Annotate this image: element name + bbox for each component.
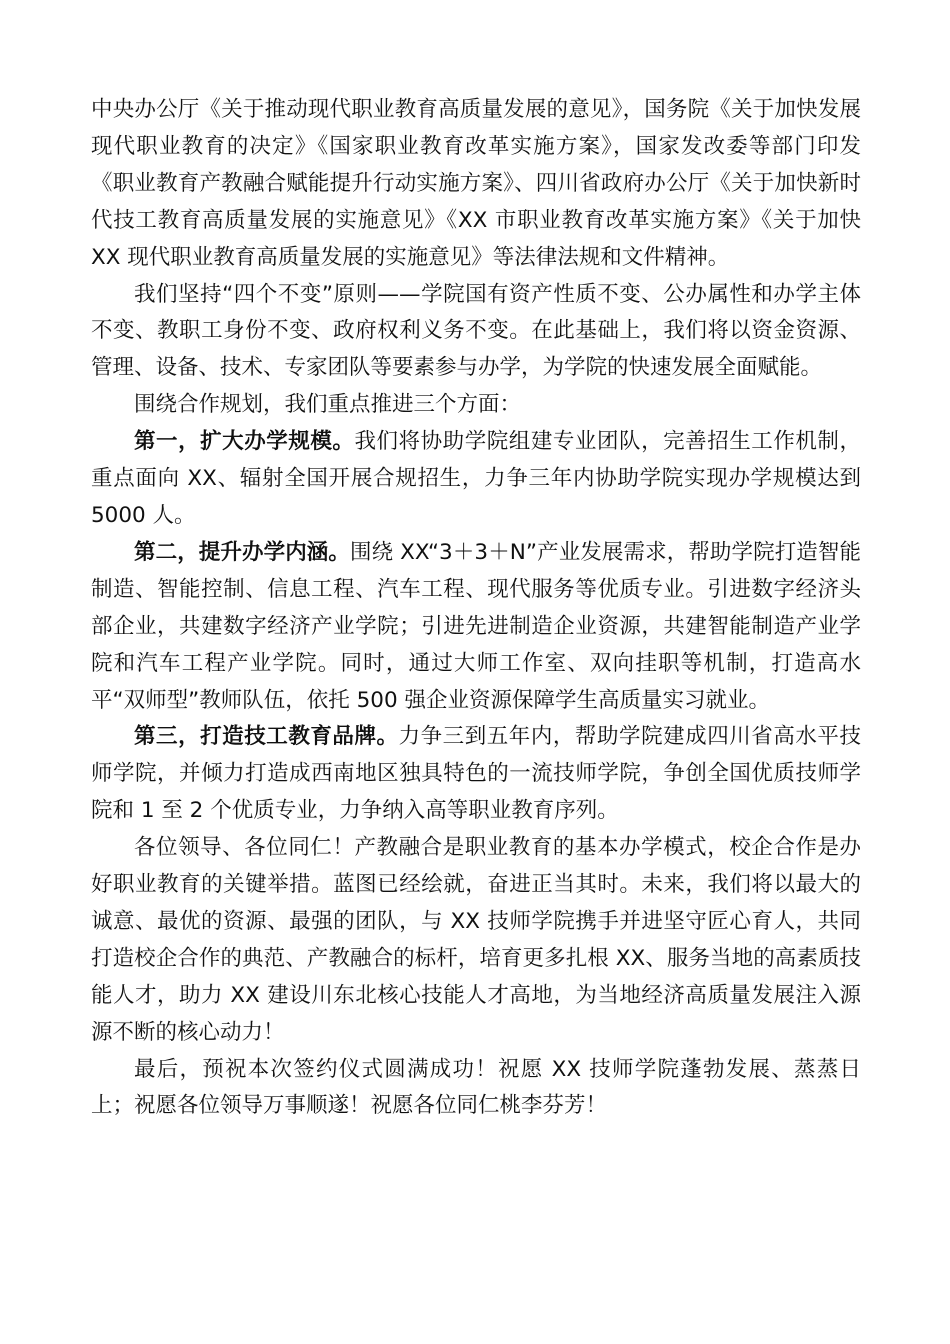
paragraph-text: 中央办公厅《关于推动现代职业教育高质量发展的意见》，国务院《关于加快发展现代职业教育的决定》《国家职业教育改革实施方案》，国家发改委等部门印发《职业教育产教融合赋能提升行动实施方案》、四川省政府办公厅《关于加快新时代技工教育高质量发展的实施意见》《XX 市职业教育改革实施方案》《关于加快 XX 现代职业教育高质量发展的实施意见》等法律法规和文件精神。 <box>91 97 861 270</box>
paragraph-final-wishes <box>91 1052 861 1126</box>
paragraph-text: 力争三到五年内，帮助学院建成四川省高水平技师学院，并倾力打造成西南地区独具特色的一流技师学院，争创全国优质技师学院和 1 至 2 个优质专业，力争纳入高等职业教育序列。 <box>91 724 861 824</box>
paragraph-text: 各位领导、各位同仁！产教融合是职业教育的基本办学模式，校企合作是办好职业教育的关键举措。蓝图已经绘就，奋进正当其时。未来，我们将以最大的诚意、最优的资源、最强的团队，与 XX 技师学院携手并进坚守匠心育人，共同打造校企合作的典范、产教融合的标杆，培育更多扎根 XX、服务当地的高素质技能人才，助力 XX 建设川东北核心技能人才高地，为当地经济高质量发展注入源源不断的核心动力！ <box>91 835 861 1045</box>
paragraph-cooperation-plan-intro <box>91 387 861 424</box>
paragraph-text: 我们将协助学院组建专业团队，完善招生工作机制，重点面向 XX、辐射全国开展合规招生，力争三年内协助学院实现办学规模达到 5000 人。 <box>91 429 861 528</box>
paragraph-text: 我们坚持“四个不变”原则——学院国有资产性质不变、公办属性和办学主体不变、教职工身份不变、政府权利义务不变。在此基础上，我们将以资金资源、管理、设备、技术、专家团队等要素参与办学，为学院的快速发展全面赋能。 <box>91 281 861 381</box>
paragraph-point-one <box>91 424 861 535</box>
paragraph-lead-heading: 第三，打造技工教育品牌。 <box>134 724 399 750</box>
paragraph-lead-heading: 第一，扩大办学规模。 <box>134 429 355 455</box>
paragraph-point-three <box>91 719 861 830</box>
document-body <box>91 92 861 1125</box>
paragraph-point-two <box>91 535 861 720</box>
paragraph-four-unchanged-principle <box>91 277 861 388</box>
paragraph-policy-documents <box>91 92 861 277</box>
paragraph-text: 最后，预祝本次签约仪式圆满成功！祝愿 XX 技师学院蓬勃发展、蒸蒸日上；祝愿各位领导万事顺遂！祝愿各位同仁桃李芬芳！ <box>91 1056 861 1119</box>
paragraph-text: 围绕 XX“3＋3＋N”产业发展需求，帮助学院打造智能制造、智能控制、信息工程、汽车工程、现代服务等优质专业。引进数字经济头部企业，共建数字经济产业学院；引进先进制造企业资源，共建智能制造产业学院和汽车工程产业学院。同时，通过大师工作室、双向挂职等机制，打造高水平“双师型”教师队伍，依托 500 强企业资源保障学生高质量实习就业。 <box>91 539 861 713</box>
paragraph-closing-vision <box>91 830 861 1051</box>
paragraph-lead-heading: 第二，提升办学内涵。 <box>134 539 350 565</box>
paragraph-text: 围绕合作规划，我们重点推进三个方面： <box>134 392 522 418</box>
